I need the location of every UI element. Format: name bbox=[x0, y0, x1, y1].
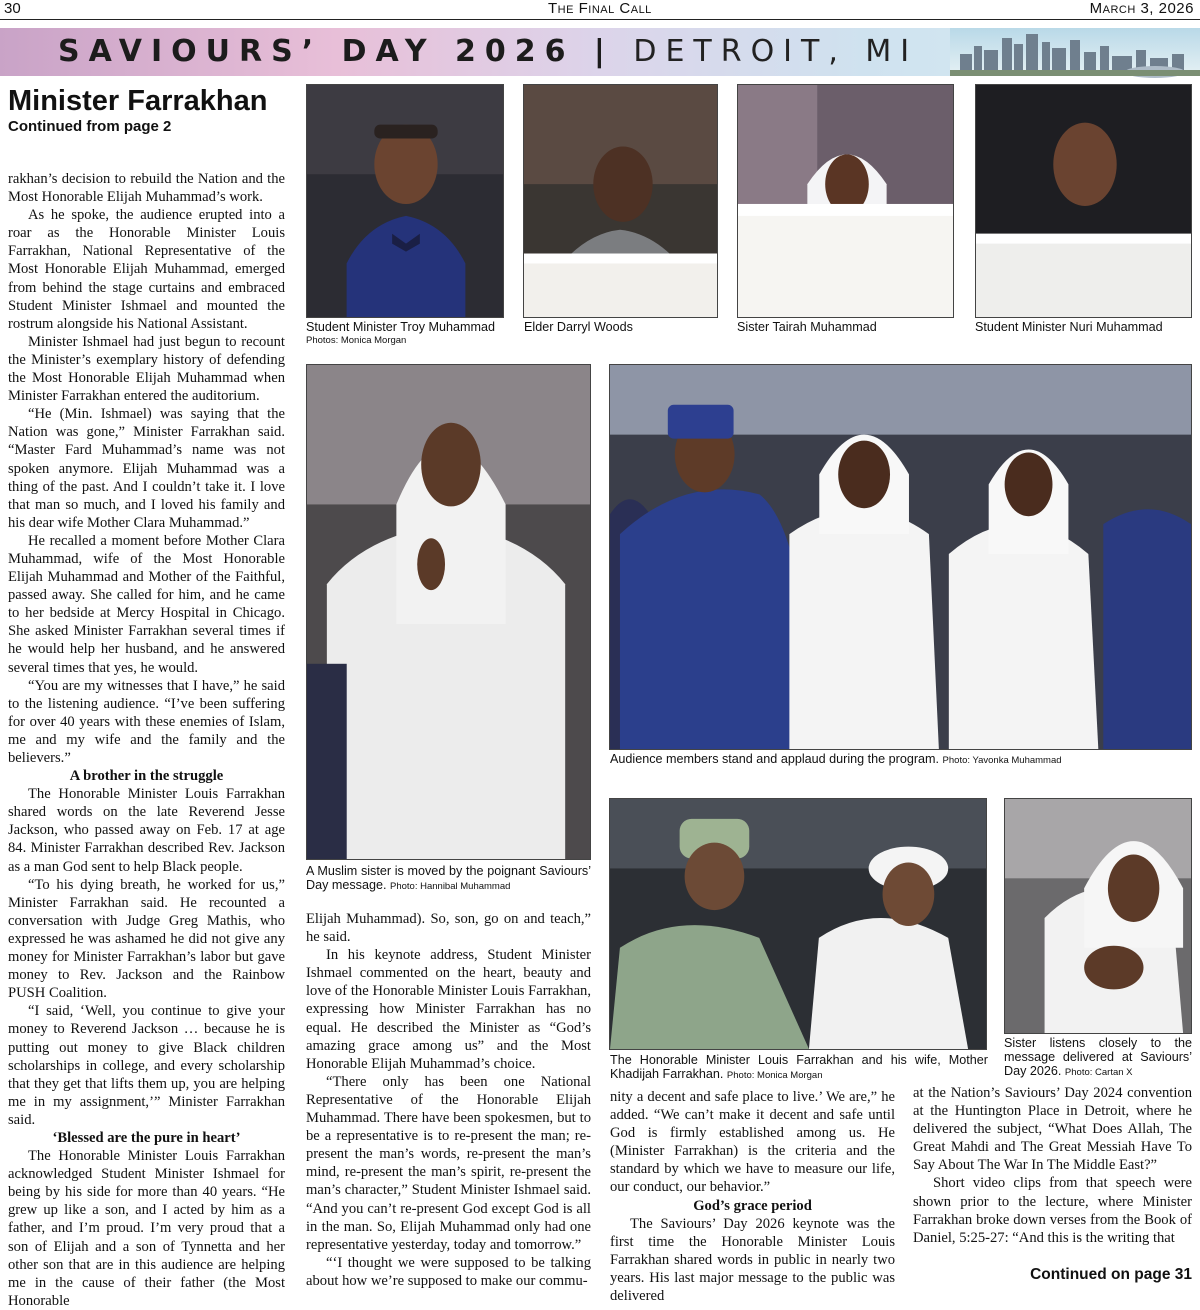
caption-tairah: Sister Tairah Muhammad bbox=[737, 320, 877, 334]
body-column-2 bbox=[306, 910, 591, 1290]
photo-darryl-woods bbox=[523, 84, 718, 318]
continued-on-label: Continued on page 31 bbox=[1030, 1266, 1192, 1283]
caption-troy-credit: Photos: Monica Morgan bbox=[306, 335, 407, 346]
caption-farrakhan-couple bbox=[610, 1053, 988, 1083]
photo-tairah-muhammad bbox=[737, 84, 954, 318]
paragraph: Minister Ishmael had just begun to recount the Minister’s exemplary history of defending the Most Honorable Elijah Muhammad when Minister Farrakhan entered the auditorium. bbox=[8, 333, 285, 405]
photo-muslim-sister bbox=[306, 364, 591, 860]
paragraph: “He (Min. Ishmael) was saying that the Nation was gone,” Minister Farrakhan said. “Master Fard Muhammad’s name was not spoken anymore. Elijah Muhammad was a thing of the past. And I couldn’t take it. I love that man so much, and I loved his family and his dear wife Mother Clara Muhammad.” bbox=[8, 406, 285, 531]
paragraph: As he spoke, the audience erupted into a roar as the Honorable Minister Louis Farrakhan, National Representative of the Most Honorable Elijah Muhammad, emerged from behind the stage curtains and embraced Student Minister Ishmael and mounted the rostrum alongside his National Assistant. bbox=[8, 207, 285, 332]
caption-troy bbox=[306, 320, 506, 348]
paragraph: He recalled a moment before Mother Clara Muhammad, wife of the Most Honorable Elijah Muhammad and Mother of the Faithful, passed away. She called for him, and he came to her bedside at Mercy Hospital in Chicago. She asked Minister Farrakhan several times if he would help her husband, and he answered several times that yes, he would. bbox=[8, 532, 285, 676]
paragraph: The Honorable Minister Louis Farrakhan shared words on the late Reverend Jesse Jackson, who passed away on Feb. 17 at age 84. Minister Farrakhan described Rev. Jackson as a man God sent to help Black people. bbox=[8, 786, 285, 875]
caption-audience-credit: Photo: Yavonka Muhammad bbox=[942, 755, 1062, 766]
paragraph: “You are my witnesses that I have,” he said to the listening audience. “I’ve been suffering for over 40 years with these enemies of Islam, me and my wife and the family and the believers.” bbox=[8, 677, 285, 766]
paragraph: The Honorable Minister Louis Farrakhan acknowledged Student Minister Ishmael for being by his side for more than 40 years. “He grew up like a son, and I acted by him as a father, and I’m proud. I’m very proud that a son of Elijah and a son of Tynnetta and her other son that are in this audience are helping me in the cause of their father (the Most Honorable bbox=[8, 1148, 285, 1309]
paragraph: The Saviours’ Day 2026 keynote was the first time the Honorable Minister Louis Farrakhan shared words in public in nearly two years. His last major message to the public was delivered bbox=[610, 1215, 895, 1305]
detroit-skyline-image bbox=[950, 28, 1200, 76]
paragraph: rakhan’s decision to rebuild the Nation and the Most Honorable Elijah Muhammad’s work. bbox=[8, 171, 285, 206]
caption-muslim-sister bbox=[306, 864, 591, 894]
publication-name: The Final Call bbox=[548, 0, 652, 17]
folio-line bbox=[0, 0, 1200, 20]
article-headline bbox=[8, 84, 298, 136]
caption-sister-credit: Photo: Hannibal Muhammad bbox=[390, 881, 511, 892]
headline-title: Minister Farrakhan bbox=[8, 85, 268, 117]
banner-location: DETROIT, MI bbox=[633, 34, 919, 69]
paragraph: Short video clips from that speech were shown prior to the lecture, where Minister Farrakhan broke down verses from the Book of Daniel, 5:25-27: “And this is the writing that bbox=[913, 1175, 1192, 1246]
banner-title: SAVIOURS’ DAY 2026 | bbox=[58, 34, 634, 69]
paragraph: Elijah Muhammad). So, son, go on and teach,” he said. bbox=[306, 911, 591, 946]
section-banner bbox=[0, 28, 1200, 76]
caption-troy-text: Student Minister Troy Muhammad bbox=[306, 320, 495, 334]
paragraph: In his keynote address, Student Minister Ishmael commented on the heart, beauty and love of the Honorable Minister Louis Farrakhan, expressing how Minister Farrakhan has no equal. He described the Minister as “God’s amazing grace among us” and the Most Honorable Elijah Muhammad’s choice. bbox=[306, 947, 591, 1072]
body-column-3 bbox=[610, 1088, 895, 1305]
paragraph: “To his dying breath, he worked for us,” Minister Farrakhan said. He recounted a conversation with Judge Greg Mathis, who expressed he was ashamed he did not give any money for Minister Farrakhan’s labor but gave money to Rev. Jackson and the Rainbow PUSH Coalition. bbox=[8, 876, 285, 1002]
photo-farrakhan-couple bbox=[609, 798, 987, 1050]
caption-couple-credit: Photo: Monica Morgan bbox=[726, 1070, 823, 1081]
subhead-brother-in-struggle: A brother in the struggle bbox=[69, 768, 224, 785]
body-column-4 bbox=[913, 1084, 1192, 1247]
caption-sister-text: A Muslim sister is moved by the poignant Saviours’ Day message. bbox=[306, 864, 591, 892]
caption-audience bbox=[610, 752, 1192, 768]
photo-nuri-muhammad bbox=[975, 84, 1192, 318]
caption-listens-credit: Photo: Cartan X bbox=[1064, 1067, 1133, 1078]
issue-date: March 3, 2026 bbox=[1089, 0, 1194, 17]
caption-couple-text: The Honorable Minister Louis Farrakhan and his wife, Mother Khadijah Farrakhan. bbox=[610, 1053, 988, 1081]
caption-sister-listens bbox=[1004, 1036, 1192, 1080]
paragraph: “‘I thought we were supposed to be talking about how we’re supposed to make our commu- bbox=[306, 1254, 591, 1289]
continued-from-label: Continued from page 2 bbox=[8, 118, 172, 135]
subhead-grace-period: God’s grace period bbox=[693, 1197, 812, 1214]
page-number: 30 bbox=[4, 0, 21, 17]
body-column-1 bbox=[8, 170, 285, 1310]
caption-listens-text: Sister listens closely to the message delivered at Saviours’ Day 2026. bbox=[1004, 1036, 1192, 1078]
paragraph: at the Nation’s Saviours’ Day 2024 convention at the Huntington Place in Detroit, where he delivered the subject, “What Does Allah, The Great Mahdi and The Great Messiah Have To Say About The War In The Middle East?” bbox=[913, 1085, 1192, 1174]
photo-audience-applaud bbox=[609, 364, 1192, 750]
caption-darryl: Elder Darryl Woods bbox=[524, 320, 633, 334]
subhead-pure-in-heart: ‘Blessed are the pure in heart’ bbox=[52, 1129, 241, 1146]
paragraph: nity a decent and safe place to live.’ We are,” he added. “We can’t make it decent and safe until God is firmly established among us. He (Minister Farrakhan) is the criteria and the standard by which we have to measure our life, our conduct, our behavior.” bbox=[610, 1089, 895, 1196]
caption-audience-text: Audience members stand and applaud during the program. bbox=[610, 752, 940, 766]
paragraph: “I said, ‘Well, you continue to give your money to Reverend Jackson … because he is putting out money to give Black children scholarships in college, and every scholarship that they get that lifts them up, you are helping me in my assignment,’” Minister Farrakhan said. bbox=[8, 1003, 285, 1128]
caption-nuri: Student Minister Nuri Muhammad bbox=[975, 320, 1163, 334]
photo-troy-muhammad bbox=[306, 84, 504, 318]
paragraph: “There only has been one National Representative of the Honorable Elijah Muhammad. There have been spokesmen, but to be a representative is to re-present the man; re-present the man’s words, re-present the man’s mind, re-present the man’s spirit, re-present the man’s character,” Student Minister Ishmael said. “And you can’t re-present God except God is all in the man. So, Elijah Muhammad only had one representative yesterday, today and tomorrow.” bbox=[306, 1073, 591, 1253]
photo-sister-listens bbox=[1004, 798, 1192, 1034]
